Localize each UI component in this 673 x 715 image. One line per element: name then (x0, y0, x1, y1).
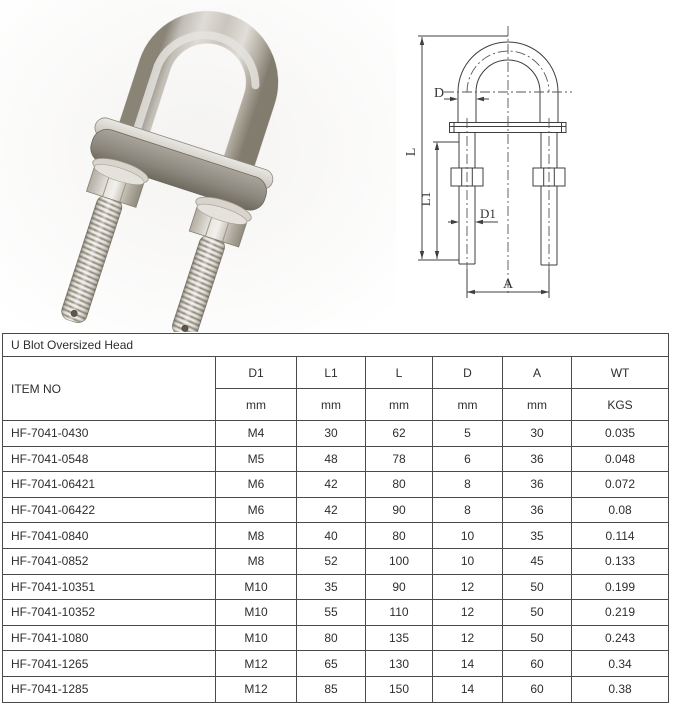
value-cell: M10 (216, 625, 297, 651)
value-cell: M8 (216, 523, 297, 549)
value-cell: 0.133 (572, 548, 669, 574)
value-cell: 80 (366, 523, 433, 549)
value-cell: 62 (366, 421, 433, 447)
item-no-cell: HF-7041-06421 (3, 472, 216, 498)
value-cell: 36 (503, 497, 572, 523)
table-title-row (3, 334, 669, 357)
dim-label-L1: L1 (418, 191, 433, 207)
spec-table (2, 333, 669, 703)
value-cell: 0.072 (572, 472, 669, 498)
value-cell: M5 (216, 446, 297, 472)
value-cell: 35 (297, 574, 366, 600)
unit-wt: KGS (572, 389, 669, 421)
col-header-a: A (503, 357, 572, 389)
value-cell: 80 (297, 625, 366, 651)
value-cell: 36 (503, 472, 572, 498)
value-cell: 110 (366, 600, 433, 626)
col-header-l1: L1 (297, 357, 366, 389)
value-cell: 65 (297, 651, 366, 677)
item-no-cell: HF-7041-1080 (3, 625, 216, 651)
dim-label-L: L (404, 147, 419, 157)
item-no-cell: HF-7041-10352 (3, 600, 216, 626)
value-cell: 60 (503, 651, 572, 677)
table-row (3, 574, 669, 600)
item-no-cell: HF-7041-0548 (3, 446, 216, 472)
value-cell: M8 (216, 548, 297, 574)
table-row (3, 523, 669, 549)
value-cell: 90 (366, 574, 433, 600)
value-cell: 40 (297, 523, 366, 549)
table-row (3, 600, 669, 626)
value-cell: 0.38 (572, 676, 669, 702)
value-cell: M12 (216, 676, 297, 702)
dim-label-D1: D1 (480, 206, 496, 221)
u-bolt-diagram-graphic (398, 0, 673, 333)
table-title: U Blot Oversized Head (3, 334, 669, 357)
value-cell: 50 (503, 625, 572, 651)
value-cell: 5 (433, 421, 503, 447)
value-cell: 8 (433, 472, 503, 498)
table-row (3, 497, 669, 523)
value-cell: 42 (297, 497, 366, 523)
value-cell: 0.199 (572, 574, 669, 600)
col-header-item-no: ITEM NO (3, 357, 216, 421)
value-cell: 6 (433, 446, 503, 472)
value-cell: 8 (433, 497, 503, 523)
value-cell: 90 (366, 497, 433, 523)
col-header-wt: WT (572, 357, 669, 389)
unit-l1: mm (297, 389, 366, 421)
table-row (3, 651, 669, 677)
item-no-cell: HF-7041-06422 (3, 497, 216, 523)
item-no-cell: HF-7041-0852 (3, 548, 216, 574)
value-cell: 14 (433, 676, 503, 702)
value-cell: 42 (297, 472, 366, 498)
value-cell: 50 (503, 600, 572, 626)
value-cell: 100 (366, 548, 433, 574)
dim-label-D: D (434, 86, 445, 101)
value-cell: 48 (297, 446, 366, 472)
value-cell: 80 (366, 472, 433, 498)
value-cell: 0.34 (572, 651, 669, 677)
value-cell: 36 (503, 446, 572, 472)
col-header-d: D (433, 357, 503, 389)
item-no-cell: HF-7041-1265 (3, 651, 216, 677)
value-cell: M10 (216, 600, 297, 626)
technical-diagram (398, 0, 673, 333)
item-no-cell: HF-7041-0430 (3, 421, 216, 447)
value-cell: M6 (216, 497, 297, 523)
product-photo (0, 0, 396, 332)
unit-d: mm (433, 389, 503, 421)
value-cell: 10 (433, 523, 503, 549)
value-cell: M4 (216, 421, 297, 447)
col-header-l: L (366, 357, 433, 389)
value-cell: M12 (216, 651, 297, 677)
value-cell: M6 (216, 472, 297, 498)
value-cell: 50 (503, 574, 572, 600)
table-row (3, 548, 669, 574)
table-row (3, 625, 669, 651)
value-cell: 30 (297, 421, 366, 447)
item-no-cell: HF-7041-10351 (3, 574, 216, 600)
item-no-cell: HF-7041-0840 (3, 523, 216, 549)
table-row (3, 446, 669, 472)
value-cell: 0.114 (572, 523, 669, 549)
table-row (3, 676, 669, 702)
value-cell: 12 (433, 600, 503, 626)
value-cell: 0.08 (572, 497, 669, 523)
value-cell: 85 (297, 676, 366, 702)
value-cell: 35 (503, 523, 572, 549)
value-cell: 30 (503, 421, 572, 447)
dim-label-A: A (502, 277, 514, 292)
value-cell: 55 (297, 600, 366, 626)
value-cell: 130 (366, 651, 433, 677)
unit-l: mm (366, 389, 433, 421)
value-cell: 45 (503, 548, 572, 574)
value-cell: 0.035 (572, 421, 669, 447)
spec-table-body (3, 421, 669, 703)
value-cell: 14 (433, 651, 503, 677)
unit-d1: mm (216, 389, 297, 421)
value-cell: 0.048 (572, 446, 669, 472)
value-cell: 0.243 (572, 625, 669, 651)
unit-a: mm (503, 389, 572, 421)
table-header-row (3, 357, 669, 389)
table-row (3, 421, 669, 447)
value-cell: M10 (216, 574, 297, 600)
value-cell: 12 (433, 625, 503, 651)
value-cell: 150 (366, 676, 433, 702)
value-cell: 52 (297, 548, 366, 574)
table-row (3, 472, 669, 498)
value-cell: 60 (503, 676, 572, 702)
spec-table-section (2, 333, 669, 703)
value-cell: 78 (366, 446, 433, 472)
u-bolt-photo-graphic (0, 0, 396, 332)
value-cell: 0.219 (572, 600, 669, 626)
col-header-d1: D1 (216, 357, 297, 389)
value-cell: 12 (433, 574, 503, 600)
value-cell: 10 (433, 548, 503, 574)
item-no-cell: HF-7041-1285 (3, 676, 216, 702)
value-cell: 135 (366, 625, 433, 651)
